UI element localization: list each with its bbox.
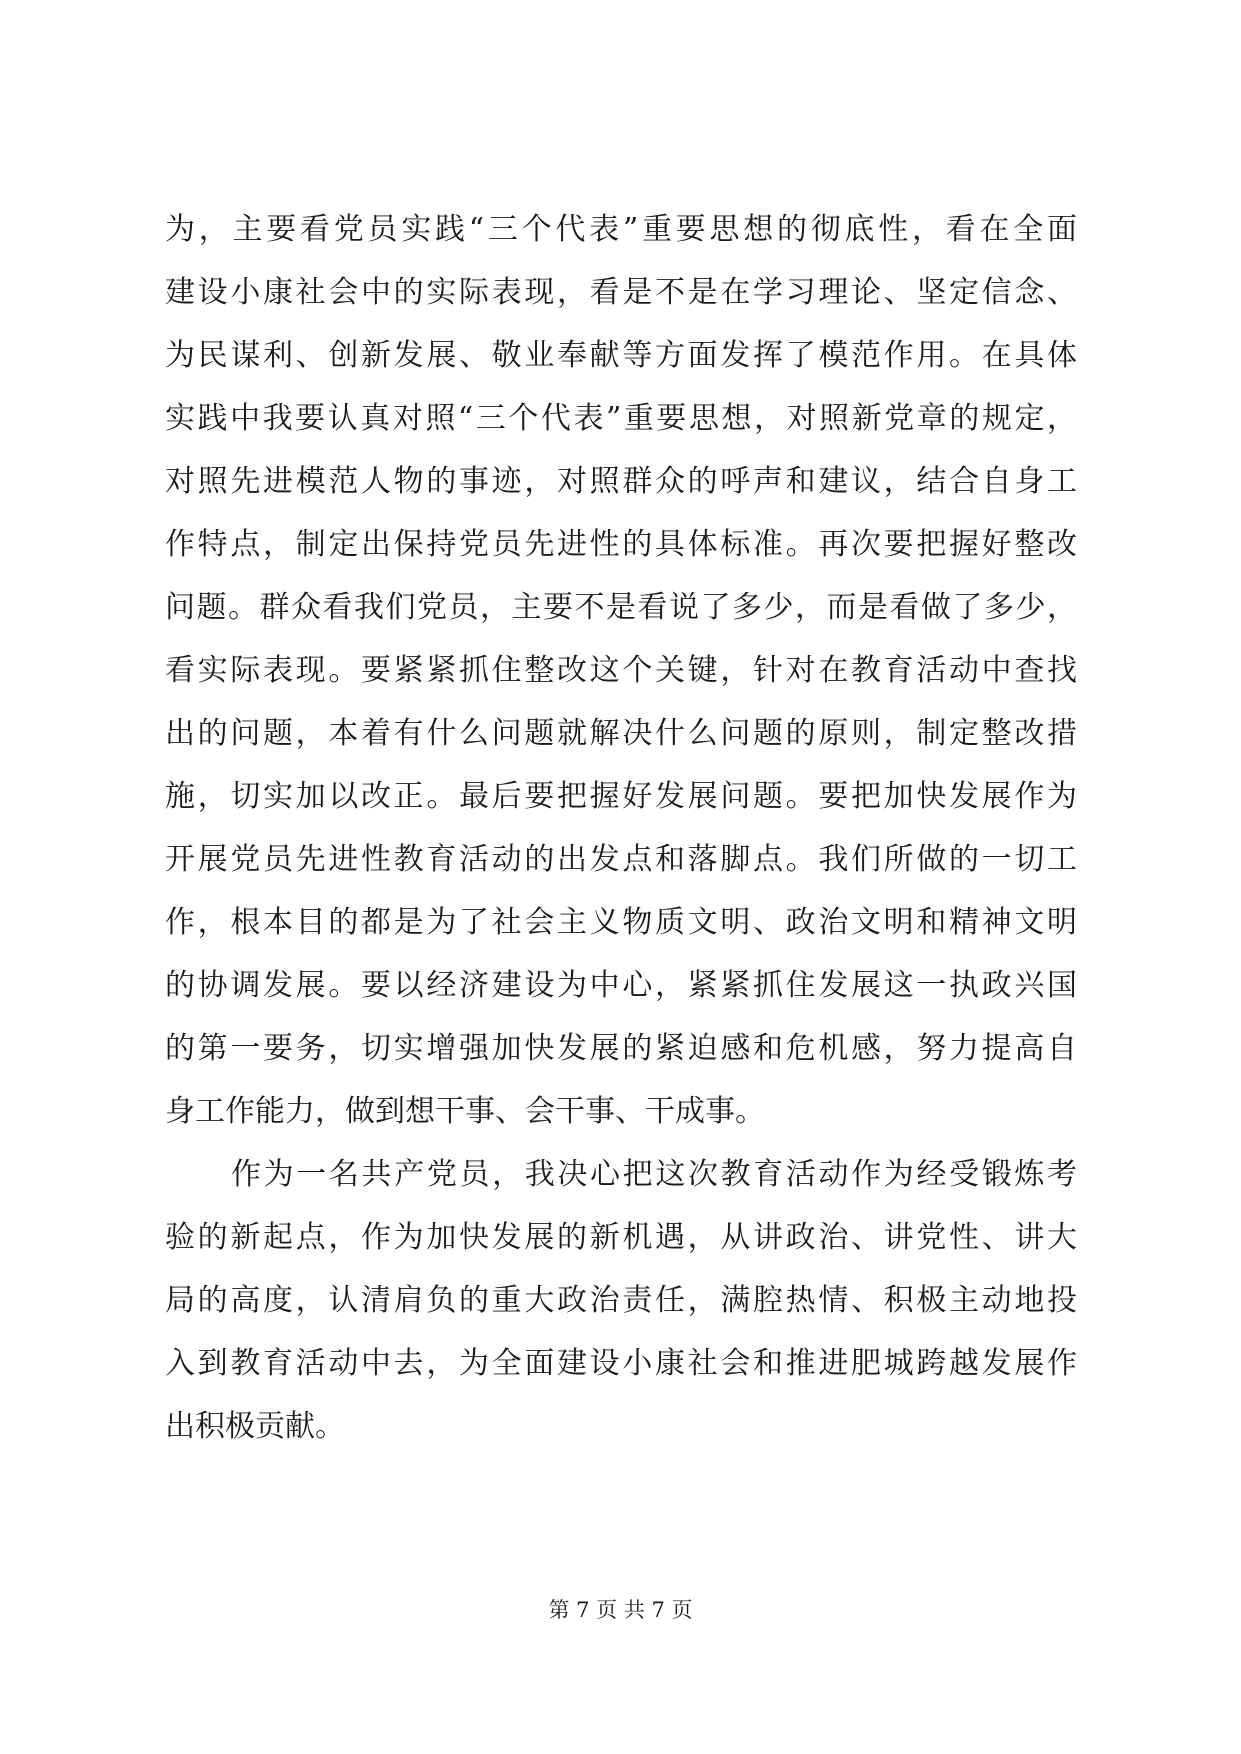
text-line: 的协调发展。要以经济建设为中心，紧紧抓住发展这一执政兴国: [165, 968, 1077, 1003]
text-line: 出积极贡献。: [165, 1409, 345, 1444]
text-line: 作，根本目的都是为了社会主义物质文明、政治文明和精神文明: [165, 905, 1077, 940]
text-line: 看实际表现。要紧紧抓住整改这个关键，针对在教育活动中查找: [165, 653, 1077, 688]
text-line: 施，切实加以改正。最后要把握好发展问题。要把加快发展作为: [165, 779, 1077, 814]
text-line: 的第一要务，切实增强加快发展的紧迫感和危机感，努力提高自: [165, 1031, 1077, 1066]
text-line: 建设小康社会中的实际表现，看是不是在学习理论、坚定信念、: [165, 275, 1077, 310]
paragraph-2: [165, 1143, 1077, 1458]
text-line: 验的新起点，作为加快发展的新机遇，从讲政治、讲党性、讲大: [165, 1220, 1077, 1255]
text-line: 作为一名共产党员，我决心把这次教育活动作为经受锻炼考: [231, 1157, 1077, 1192]
text-line: 出的问题，本着有什么问题就解决什么问题的原则，制定整改措: [165, 716, 1077, 751]
text-line: 为，主要看党员实践“三个代表”重要思想的彻底性，看在全面: [165, 212, 1077, 247]
text-line: 入到教育活动中去，为全面建设小康社会和推进肥城跨越发展作: [165, 1346, 1077, 1381]
text-line: 身工作能力，做到想干事、会干事、干成事。: [165, 1094, 765, 1129]
paragraph-1: [165, 198, 1077, 1143]
page-number-footer: 第 7 页 共 7 页: [548, 1598, 693, 1622]
text-line: 对照先进模范人物的事迹，对照群众的呼声和建议，结合自身工: [165, 464, 1077, 499]
text-line: 作特点，制定出保持党员先进性的具体标准。再次要把握好整改: [165, 527, 1077, 562]
text-line: 实践中我要认真对照“三个代表”重要思想，对照新党章的规定，: [165, 401, 1077, 436]
text-line: 局的高度，认清肩负的重大政治责任，满腔热情、积极主动地投: [165, 1283, 1077, 1318]
text-line: 问题。群众看我们党员，主要不是看说了多少，而是看做了多少，: [165, 590, 1077, 625]
text-line: 开展党员先进性教育活动的出发点和落脚点。我们所做的一切工: [165, 842, 1077, 877]
text-line: 为民谋利、创新发展、敬业奉献等方面发挥了模范作用。在具体: [165, 338, 1077, 373]
document-body: [165, 198, 1077, 1458]
